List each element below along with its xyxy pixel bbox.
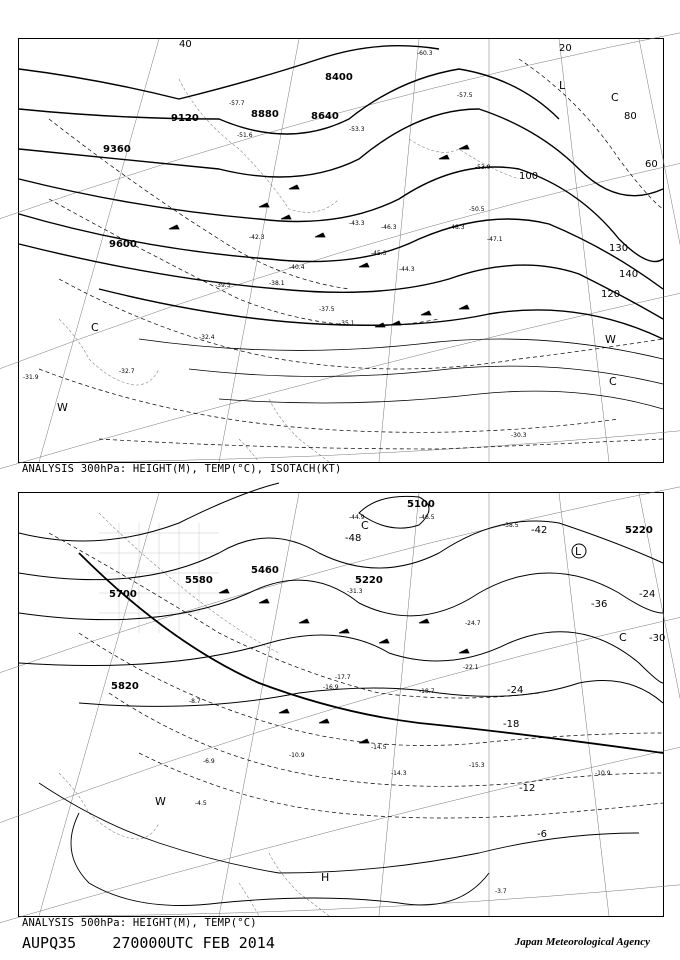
station-temp: -8.7 xyxy=(189,698,201,705)
height-label: 5100 xyxy=(407,499,435,510)
map-300hpa-svg xyxy=(19,39,663,462)
low-center-marker: L xyxy=(559,79,566,92)
station-temp: -38.5 xyxy=(503,522,519,529)
station-temp: -45.3 xyxy=(371,250,387,257)
cold-center-marker: C xyxy=(611,91,619,104)
station-temp: -57.7 xyxy=(229,100,245,107)
isotach-label: 60 xyxy=(645,159,658,170)
cold-center-marker: C xyxy=(619,631,627,644)
panel-500-caption: ANALYSIS 500hPa: HEIGHT(M), TEMP(°C) xyxy=(22,917,257,929)
center-markers-300 xyxy=(57,79,619,414)
station-temp: -46.5 xyxy=(419,514,435,521)
warm-center-marker: W xyxy=(155,795,166,808)
valid-time: 270000UTC FEB 2014 xyxy=(112,934,275,952)
station-temp: -48.3 xyxy=(449,224,465,231)
station-temp: -10.9 xyxy=(289,752,305,759)
station-temp: -57.5 xyxy=(457,92,473,99)
product-code-and-valid-time xyxy=(22,934,275,952)
cold-center-marker: C xyxy=(361,519,369,532)
panel-300-caption: ANALYSIS 300hPa: HEIGHT(M), TEMP(°C), ISOTACH(KT) xyxy=(22,463,342,475)
station-temp: -18.7 xyxy=(419,688,435,695)
station-temp: -38.1 xyxy=(269,280,285,287)
station-temp: -3.7 xyxy=(495,888,507,895)
station-temp: -17.7 xyxy=(335,674,351,681)
height-label: 8880 xyxy=(251,109,279,120)
station-temp: -6.9 xyxy=(203,758,215,765)
map-panel-500hpa xyxy=(18,492,664,917)
station-temp: -44.9 xyxy=(349,514,365,521)
station-temp: -46.3 xyxy=(381,224,397,231)
station-temp: -24.7 xyxy=(465,620,481,627)
isotherm-label: -24 xyxy=(507,685,524,696)
isotherm-label: -30 xyxy=(649,633,666,644)
station-temp: -53.9 xyxy=(475,164,491,171)
isotach-label: 40 xyxy=(179,39,192,50)
height-label: 5220 xyxy=(355,575,383,586)
station-temp: -44.3 xyxy=(399,266,415,273)
station-temp: -40.4 xyxy=(289,264,305,271)
height-label: 5580 xyxy=(185,575,213,586)
station-temp: -10.9 xyxy=(595,770,611,777)
height-label: 5700 xyxy=(109,589,137,600)
warm-center-marker: W xyxy=(605,333,616,346)
height-label: 5820 xyxy=(111,681,139,692)
height-label: 5220 xyxy=(625,525,653,536)
wind-barbs-500 xyxy=(219,589,469,743)
station-temp: -50.5 xyxy=(469,206,485,213)
isotherm-label: -36 xyxy=(591,599,608,610)
cold-center-marker: C xyxy=(91,321,99,334)
isotherm-labels-500 xyxy=(345,525,665,840)
isotherm-label: -6 xyxy=(537,829,547,840)
station-temp: -16.9 xyxy=(323,684,339,691)
height-label: 9600 xyxy=(109,239,137,250)
station-temp: -35.1 xyxy=(339,320,355,327)
product-code: AUPQ35 xyxy=(22,934,77,952)
isotach-label: 130 xyxy=(609,243,629,254)
station-temp: -22.1 xyxy=(463,664,479,671)
station-temp: -60.3 xyxy=(417,50,433,57)
map-panel-300hpa xyxy=(18,38,664,463)
isotherm-label: -42 xyxy=(531,525,548,536)
height-label: 8400 xyxy=(325,72,353,83)
station-temp: -32.4 xyxy=(199,334,215,341)
station-temp: -51.6 xyxy=(237,132,253,139)
cold-center-marker: C xyxy=(609,375,617,388)
station-temp: -47.1 xyxy=(487,236,503,243)
station-temp: -31.3 xyxy=(347,588,363,595)
station-temp: -42.3 xyxy=(249,234,265,241)
isotach-label: 120 xyxy=(601,289,621,300)
station-temp: -43.3 xyxy=(349,220,365,227)
station-temp: -4.5 xyxy=(195,800,207,807)
isotherm-label: -12 xyxy=(519,783,536,794)
high-center-marker: H xyxy=(321,871,330,884)
isotach-label: 100 xyxy=(519,171,539,182)
height-label: 8640 xyxy=(311,111,339,122)
height-label: 9360 xyxy=(103,144,131,155)
center-markers-500 xyxy=(155,519,627,884)
isotherm-label: -48 xyxy=(345,533,362,544)
station-temp: -39.3 xyxy=(215,282,231,289)
station-temp: -31.9 xyxy=(23,374,39,381)
solid-isotherms-500 xyxy=(39,783,639,906)
isotherm-label: -18 xyxy=(503,719,520,730)
agency-name: Japan Meteorological Agency xyxy=(514,936,650,948)
low-center-marker: L xyxy=(575,545,582,558)
height-contours-thin-300 xyxy=(139,339,663,409)
station-temp: -15.3 xyxy=(469,762,485,769)
isotach-label: 20 xyxy=(559,43,572,54)
height-label: 5460 xyxy=(251,565,279,576)
isotach-labels-300 xyxy=(179,39,658,300)
station-temp: -14.3 xyxy=(391,770,407,777)
station-temp: -37.5 xyxy=(319,306,335,313)
isotherm-label: -24 xyxy=(639,589,656,600)
station-temp: -53.3 xyxy=(349,126,365,133)
map-500hpa-svg xyxy=(19,493,666,916)
warm-center-marker: W xyxy=(57,401,68,414)
isotach-label: 140 xyxy=(619,269,639,280)
isotach-label: 80 xyxy=(624,111,637,122)
station-temp: -14.5 xyxy=(371,744,387,751)
station-temp: -30.3 xyxy=(511,432,527,439)
station-temp: -32.7 xyxy=(119,368,135,375)
height-label: 9120 xyxy=(171,113,199,124)
